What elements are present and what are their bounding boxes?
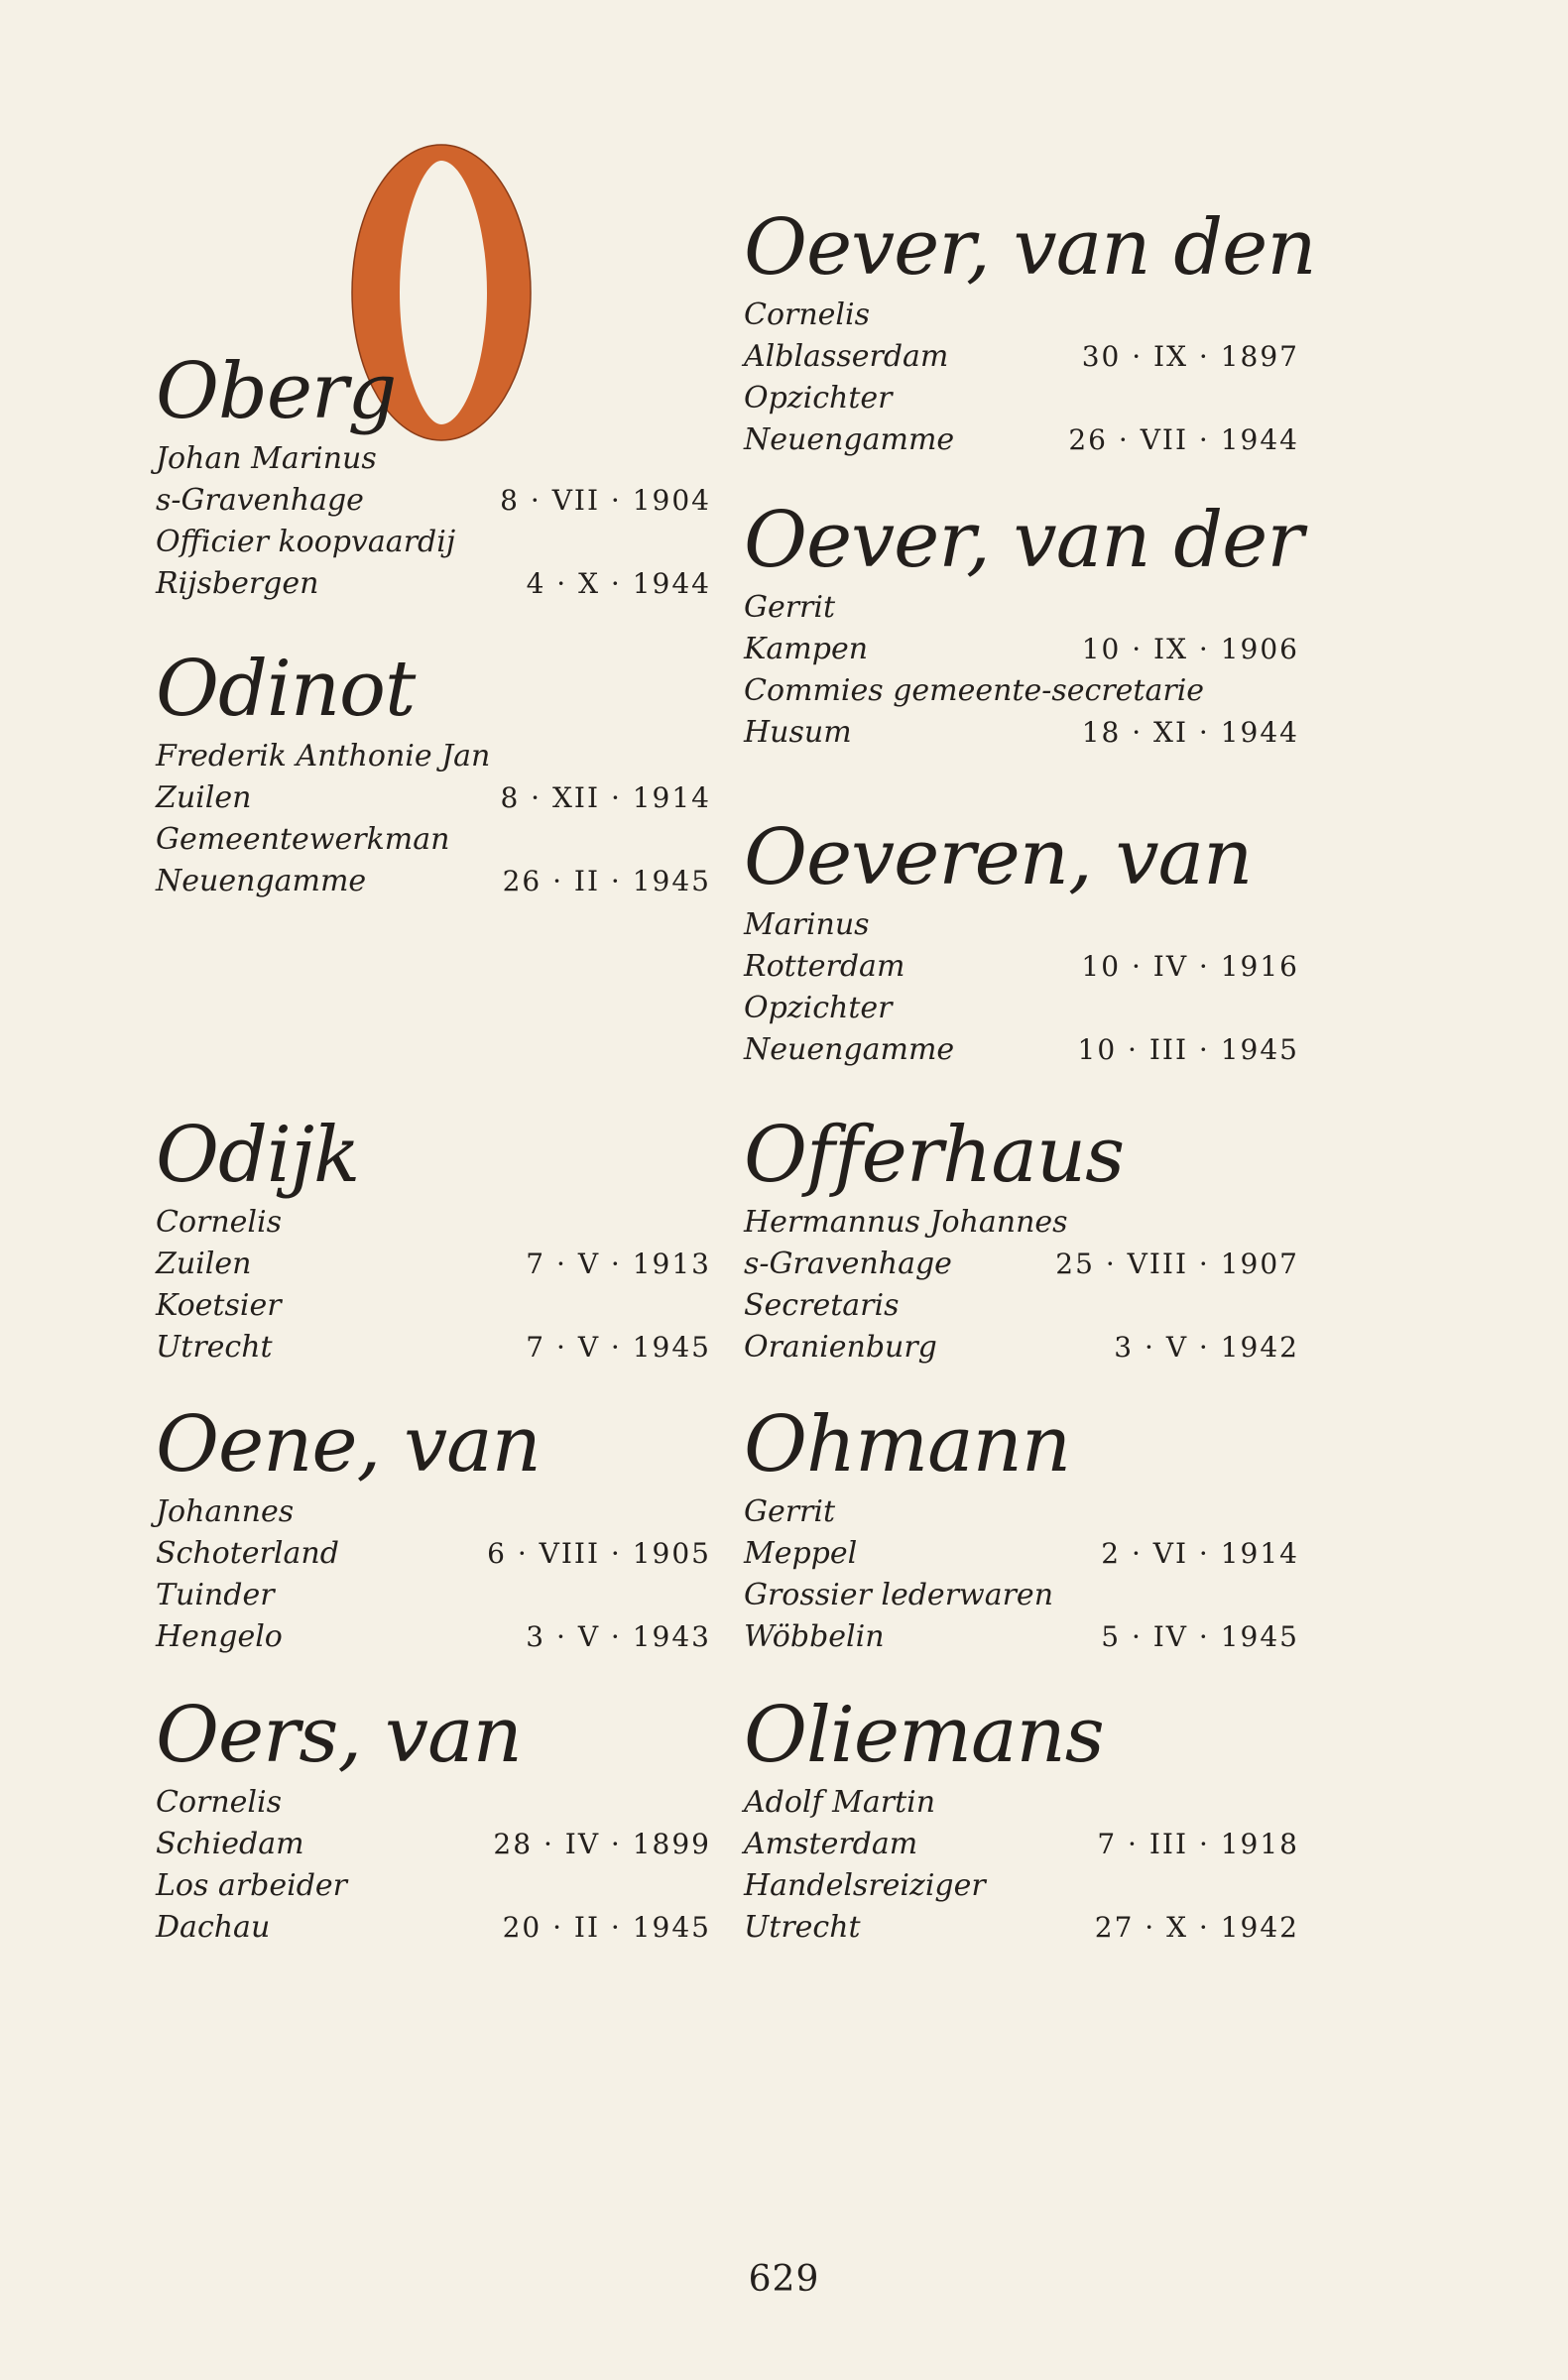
given-names: Cornelis bbox=[156, 1205, 283, 1240]
death-place: Hengelo bbox=[156, 1619, 283, 1654]
death-date: 5 · IV · 1945 bbox=[1101, 1620, 1299, 1653]
entry-oers-van bbox=[156, 1691, 711, 1949]
death-row bbox=[156, 1327, 711, 1368]
entry-odinot bbox=[156, 645, 711, 902]
death-date: 26 · VII · 1944 bbox=[1068, 423, 1299, 456]
page-number: 629 bbox=[748, 2259, 820, 2300]
occupation: Handelsreiziger bbox=[744, 1868, 986, 1903]
birth-place: Meppel bbox=[744, 1536, 858, 1571]
given-names: Gerrit bbox=[744, 1494, 836, 1529]
entry-oever-van-der bbox=[744, 496, 1303, 754]
occupation: Commies gemeente-secretarie bbox=[744, 673, 1205, 708]
entry-oeveren-van bbox=[744, 813, 1299, 1071]
death-row bbox=[744, 419, 1299, 461]
death-row bbox=[156, 563, 711, 605]
occupation: Gemeentewerkman bbox=[156, 822, 450, 857]
birth-date: 7 · V · 1913 bbox=[526, 1248, 711, 1280]
birth-date: 7 · III · 1918 bbox=[1097, 1828, 1299, 1860]
given-names: Johannes bbox=[156, 1494, 295, 1529]
occupation: Secretaris bbox=[744, 1288, 900, 1323]
death-row bbox=[744, 1327, 1299, 1368]
death-row bbox=[744, 1907, 1299, 1949]
death-date: 3 · V · 1943 bbox=[526, 1620, 711, 1653]
surname: Oene, van bbox=[156, 1400, 541, 1489]
birth-place: Alblasserdam bbox=[744, 339, 949, 374]
death-date: 20 · II · 1945 bbox=[502, 1911, 711, 1944]
birth-place: Zuilen bbox=[156, 780, 252, 815]
surname: Oliemans bbox=[744, 1691, 1104, 1780]
birth-row bbox=[744, 1824, 1299, 1865]
surname: Ohmann bbox=[744, 1400, 1071, 1489]
entry-offerhaus bbox=[744, 1111, 1299, 1368]
given-names: Cornelis bbox=[156, 1785, 283, 1820]
birth-row bbox=[156, 1244, 711, 1285]
occupation: Koetsier bbox=[156, 1288, 282, 1323]
occupation: Opzichter bbox=[744, 991, 893, 1025]
birth-place: Rotterdam bbox=[744, 949, 905, 984]
birth-date: 10 · IX · 1906 bbox=[1081, 633, 1299, 665]
birth-date: 28 · IV · 1899 bbox=[493, 1828, 711, 1860]
entry-oene-van bbox=[156, 1400, 711, 1658]
birth-row bbox=[744, 946, 1299, 988]
death-row bbox=[744, 1029, 1299, 1071]
birth-place: Schoterland bbox=[156, 1536, 339, 1571]
given-names: Adolf Martin bbox=[744, 1785, 936, 1820]
birth-row bbox=[156, 480, 711, 522]
death-place: Rijsbergen bbox=[156, 566, 319, 601]
death-place: Oranienburg bbox=[744, 1330, 937, 1365]
birth-date: 8 · XII · 1914 bbox=[500, 781, 711, 814]
death-row bbox=[156, 861, 711, 902]
death-place: Utrecht bbox=[156, 1330, 273, 1365]
death-place: Neuengamme bbox=[156, 864, 367, 898]
death-place: Dachau bbox=[156, 1910, 271, 1945]
death-row bbox=[156, 1616, 711, 1658]
surname: Oeveren, van bbox=[744, 813, 1253, 902]
death-place: Neuengamme bbox=[744, 422, 955, 457]
given-names: Marinus bbox=[744, 907, 870, 942]
surname: Oever, van den bbox=[744, 203, 1316, 293]
entry-odijk bbox=[156, 1111, 711, 1368]
entry-oberg bbox=[156, 347, 711, 605]
birth-row bbox=[744, 1244, 1299, 1285]
birth-date: 8 · VII · 1904 bbox=[500, 484, 711, 517]
birth-row bbox=[744, 629, 1299, 670]
birth-place: Amsterdam bbox=[744, 1827, 918, 1861]
birth-date: 2 · VI · 1914 bbox=[1101, 1537, 1299, 1570]
surname: Oever, van der bbox=[744, 496, 1303, 585]
birth-row bbox=[156, 777, 711, 819]
death-place: Neuengamme bbox=[744, 1032, 955, 1067]
entry-oever-van-den bbox=[744, 203, 1316, 461]
entry-ohmann bbox=[744, 1400, 1299, 1658]
birth-row bbox=[744, 336, 1299, 378]
birth-date: 30 · IX · 1897 bbox=[1081, 340, 1299, 373]
death-date: 10 · III · 1945 bbox=[1077, 1033, 1299, 1066]
birth-row bbox=[744, 1533, 1299, 1575]
occupation: Los arbeider bbox=[156, 1868, 347, 1903]
given-names: Cornelis bbox=[744, 298, 871, 332]
surname: Offerhaus bbox=[744, 1111, 1125, 1200]
given-names: Hermannus Johannes bbox=[744, 1205, 1068, 1240]
birth-date: 10 · IV · 1916 bbox=[1081, 950, 1299, 983]
given-names: Frederik Anthonie Jan bbox=[156, 739, 491, 774]
birth-place: s-Gravenhage bbox=[744, 1247, 952, 1281]
death-date: 27 · X · 1942 bbox=[1094, 1911, 1299, 1944]
death-row bbox=[156, 1907, 711, 1949]
birth-place: Schiedam bbox=[156, 1827, 304, 1861]
surname: Oberg bbox=[156, 347, 397, 436]
birth-row bbox=[156, 1533, 711, 1575]
death-place: Wöbbelin bbox=[744, 1619, 885, 1654]
death-date: 3 · V · 1942 bbox=[1114, 1331, 1299, 1364]
death-row bbox=[744, 712, 1299, 754]
death-place: Husum bbox=[744, 715, 852, 750]
birth-date: 6 · VIII · 1905 bbox=[487, 1537, 711, 1570]
birth-row bbox=[156, 1824, 711, 1865]
death-place: Utrecht bbox=[744, 1910, 861, 1945]
death-row bbox=[744, 1616, 1299, 1658]
death-date: 18 · XI · 1944 bbox=[1081, 716, 1299, 749]
given-names: Johan Marinus bbox=[156, 441, 377, 476]
death-date: 26 · II · 1945 bbox=[502, 865, 711, 897]
death-date: 4 · X · 1944 bbox=[526, 567, 711, 600]
occupation: Grossier lederwaren bbox=[744, 1578, 1054, 1612]
surname: Odinot bbox=[156, 645, 416, 734]
occupation: Opzichter bbox=[744, 381, 893, 416]
death-date: 7 · V · 1945 bbox=[526, 1331, 711, 1364]
given-names: Gerrit bbox=[744, 590, 836, 625]
birth-place: Kampen bbox=[744, 632, 869, 666]
occupation: Officier koopvaardij bbox=[156, 525, 456, 559]
birth-date: 25 · VIII · 1907 bbox=[1055, 1248, 1299, 1280]
birth-place: s-Gravenhage bbox=[156, 483, 364, 518]
surname: Odijk bbox=[156, 1111, 360, 1200]
occupation: Tuinder bbox=[156, 1578, 275, 1612]
birth-place: Zuilen bbox=[156, 1247, 252, 1281]
surname: Oers, van bbox=[156, 1691, 522, 1780]
entry-oliemans bbox=[744, 1691, 1299, 1949]
